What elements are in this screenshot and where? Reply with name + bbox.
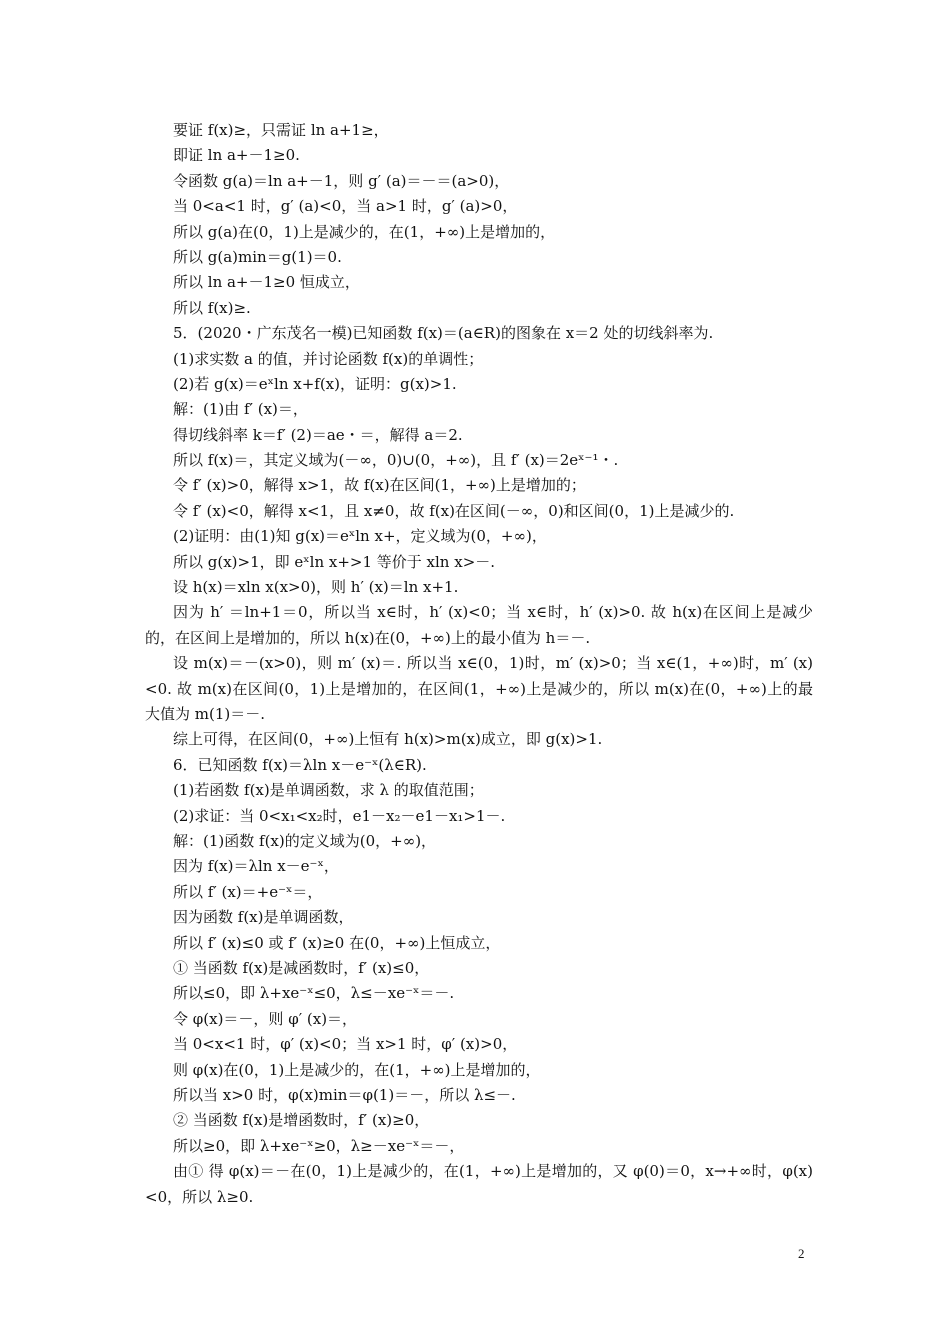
- text-line: 所以 ln a+－1≥0 恒成立，: [173, 273, 360, 292]
- text-line: (1)若函数 f(x)是单调函数，求 λ 的取值范围；: [173, 781, 484, 800]
- text-line: 令 f′ (x)>0，解得 x>1，故 f(x)在区间(1，+∞)上是增加的；: [173, 476, 586, 495]
- text-line: 所以 g(a)min＝g(1)＝0.: [173, 247, 342, 266]
- text-line: (2)若 g(x)＝eˣln x+f(x)，证明：g(x)>1.: [173, 374, 457, 393]
- text-line: (2)证明：由(1)知 g(x)＝eˣln x+，定义域为(0，+∞)，: [173, 527, 547, 546]
- document-body: [145, 118, 813, 1210]
- paragraph: 由① 得 φ(x)＝－在(0，1)上是减少的，在(1，+∞)上是增加的，又 φ(0)＝0，x→+∞时，φ(x)<0，所以 λ≥0.: [145, 1162, 813, 1206]
- text-line: 所以≤0，即 λ+xe⁻ˣ≤0，λ≤－xe⁻ˣ＝－.: [173, 984, 455, 1003]
- problem-6-statement: 6．已知函数 f(x)＝λln x－e⁻ˣ(λ∈R).: [173, 755, 427, 774]
- text-line: 所以当 x>0 时，φ(x)min＝φ(1)＝－，所以 λ≤－.: [173, 1085, 516, 1104]
- text-line: 要证 f(x)≥，只需证 ln a+1≥，: [173, 121, 389, 139]
- text-line: ① 当函数 f(x)是减函数时，f′ (x)≤0，: [173, 958, 430, 977]
- text-line: 当 0<a<1 时，g′ (a)<0，当 a>1 时，g′ (a)>0，: [173, 197, 518, 216]
- text-line: 所以 g(a)在(0，1)上是减少的，在(1，+∞)上是增加的，: [173, 222, 556, 241]
- text-line: 解：(1)函数 f(x)的定义域为(0，+∞)，: [173, 832, 437, 851]
- text-line: 所以 f(x)≥.: [173, 298, 251, 317]
- text-line: 因为函数 f(x)是单调函数，: [173, 908, 354, 927]
- page-number: 2: [798, 1246, 805, 1261]
- text-line: 解：(1)由 f′ (x)＝，: [173, 400, 308, 419]
- text-line: 所以≥0，即 λ+xe⁻ˣ≥0，λ≥－xe⁻ˣ＝－，: [173, 1136, 465, 1155]
- text-line: 得切线斜率 k＝f′ (2)＝ae・＝，解得 a＝2.: [173, 425, 463, 444]
- problem-5-statement: 5．(2020・广东茂名一模)已知函数 f(x)＝(a∈R)的图象在 x＝2 处的切线斜率为.: [173, 324, 714, 343]
- text-line: 所以 f′ (x)≤0 或 f′ (x)≥0 在(0，+∞)上恒成立，: [173, 933, 501, 952]
- text-line: 令 φ(x)＝－，则 φ′ (x)＝，: [173, 1009, 358, 1028]
- text-line: 令函数 g(a)＝ln a+－1，则 g′ (a)＝－＝(a>0)，: [173, 171, 510, 190]
- text-line: 设 h(x)＝xln x(x>0)，则 h′ (x)＝ln x+1.: [173, 578, 459, 597]
- text-line: 令 f′ (x)<0，解得 x<1，且 x≠0，故 f(x)在区间(－∞，0)和区间(0，1)上是减少的.: [173, 501, 735, 520]
- text-line: 则 φ(x)在(0，1)上是减少的，在(1，+∞)上是增加的，: [173, 1060, 541, 1079]
- paragraph: 设 m(x)＝－(x>0)，则 m′ (x)＝. 所以当 x∈(0，1)时，m′ (x)>0；当 x∈(1，+∞)时，m′ (x)<0. 故 m(x)在区间(0，1)上是增加的，在区间(1，+∞)上是减少的，所以 m(x)在(0，+∞)上的最大值为 m(1)＝－.: [145, 654, 813, 724]
- text-line: 当 0<x<1 时，φ′ (x)<0；当 x>1 时，φ′ (x)>0，: [173, 1035, 518, 1054]
- text-line: 因为 f(x)＝λln x－e⁻ˣ，: [173, 857, 339, 876]
- text-line: (2)求证：当 0<x₁<x₂时，e1－x₂－e1－x₁>1－.: [173, 806, 506, 825]
- text-line: 所以 f′ (x)＝+e⁻ˣ＝，: [173, 882, 323, 901]
- paragraph: 因为 h′ ＝ln+1＝0，所以当 x∈时，h′ (x)<0；当 x∈时，h′ (x)>0. 故 h(x)在区间上是减少的，在区间上是增加的，所以 h(x)在(0，+∞)上的最小值为 h＝－.: [145, 603, 813, 647]
- text-line: 所以 f(x)＝，其定义域为(－∞，0)∪(0，+∞)，且 f′ (x)＝2eˣ⁻¹・.: [173, 451, 619, 470]
- text-line: 即证 ln a+－1≥0.: [173, 146, 300, 165]
- text-line: (1)求实数 a 的值，并讨论函数 f(x)的单调性；: [173, 349, 484, 368]
- text-line: 所以 g(x)>1，即 eˣln x+>1 等价于 xln x>－.: [173, 552, 496, 571]
- text-line: 综上可得，在区间(0，+∞)上恒有 h(x)>m(x)成立，即 g(x)>1.: [173, 730, 603, 749]
- text-line: ② 当函数 f(x)是增函数时，f′ (x)≥0，: [173, 1111, 430, 1130]
